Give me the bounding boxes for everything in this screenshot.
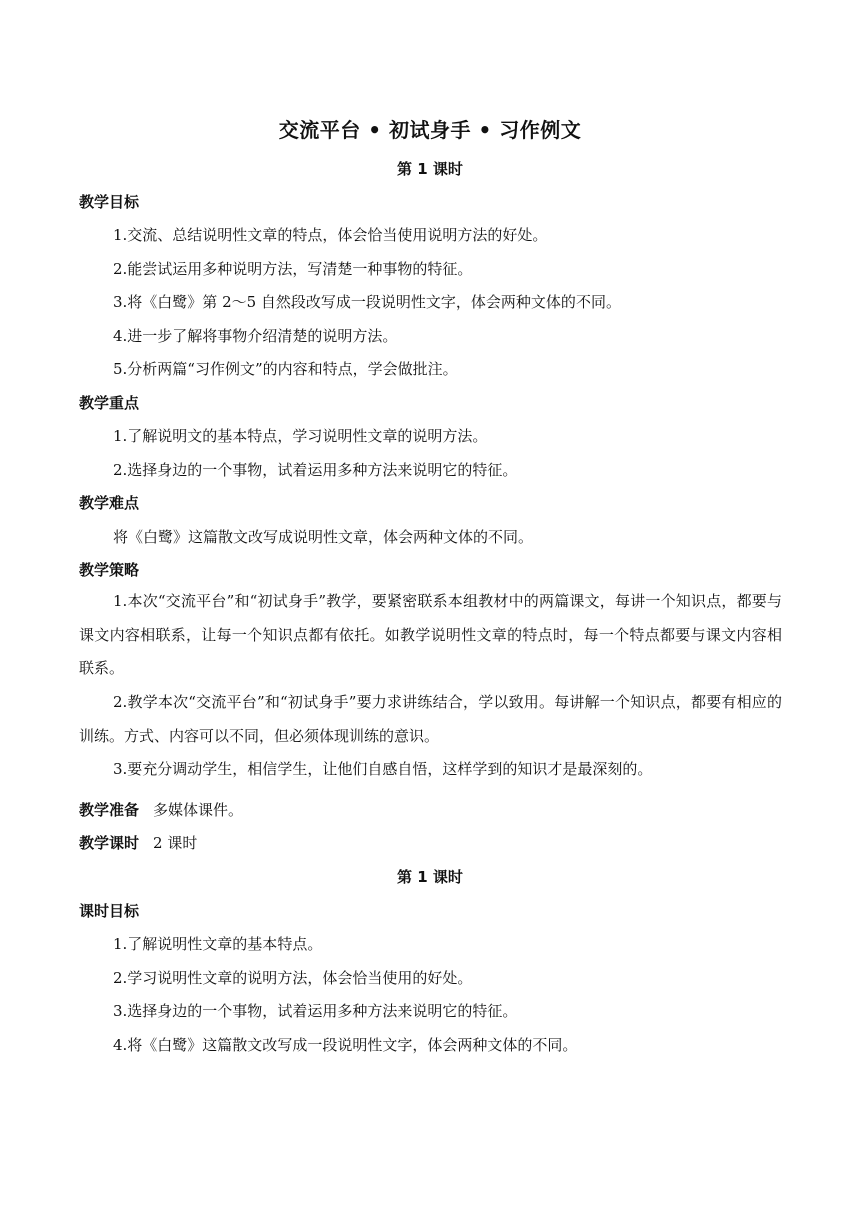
periods-row bbox=[79, 832, 197, 853]
lesson-goal-item: 1.了解说明性文章的基本特点。 bbox=[113, 935, 323, 953]
lesson-goal-item: 2.学习说明性文章的说明方法，体会恰当使用的好处。 bbox=[113, 969, 473, 987]
strategy-paragraph: 2.教学本次“交流平台”和“初试身手”要力求讲练结合，学以致用。每讲解一个知识点，都要有相应的训练。方式、内容可以不同，但必须体现训练的意识。 bbox=[79, 693, 782, 745]
goal-item: 2.能尝试运用多种说明方法，写清楚一种事物的特征。 bbox=[113, 260, 473, 278]
goal-item: 4.进一步了解将事物介绍清楚的说明方法。 bbox=[113, 327, 398, 345]
section-heading-difficulty: 教学难点 bbox=[79, 494, 140, 512]
periods-value: 2 课时 bbox=[153, 834, 198, 852]
difficulty-text: 将《白鹭》这篇散文改写成说明性文章，体会两种文体的不同。 bbox=[113, 528, 534, 546]
section-heading-strategy: 教学策略 bbox=[79, 561, 140, 579]
preparation-label: 教学准备 bbox=[79, 801, 140, 819]
strategy-paragraph: 3.要充分调动学生，相信学生，让他们自感自悟，这样学到的知识才是最深刻的。 bbox=[113, 760, 653, 778]
lesson-heading: 第 1 课时 bbox=[397, 868, 463, 886]
preparation-row bbox=[79, 799, 243, 820]
section-heading-key-points: 教学重点 bbox=[79, 394, 140, 412]
goal-item: 5.分析两篇“习作例文”的内容和特点，学会做批注。 bbox=[113, 360, 458, 378]
lesson-goal-item: 3.选择身边的一个事物，试着运用多种方法来说明它的特征。 bbox=[113, 1002, 518, 1020]
document-title: 交流平台 • 初试身手 • 习作例文 bbox=[278, 118, 582, 142]
goal-item: 1.交流、总结说明性文章的特点，体会恰当使用说明方法的好处。 bbox=[113, 226, 548, 244]
lesson-goal-item: 4.将《白鹭》这篇散文改写成一段说明性文字，体会两种文体的不同。 bbox=[113, 1036, 578, 1054]
goal-item: 3.将《白鹭》第 2～5 自然段改写成一段说明性文字，体会两种文体的不同。 bbox=[113, 293, 621, 311]
section-heading-lesson-goals: 课时目标 bbox=[79, 902, 140, 920]
key-point-item: 1.了解说明文的基本特点，学习说明性文章的说明方法。 bbox=[113, 427, 488, 445]
key-point-item: 2.选择身边的一个事物，试着运用多种方法来说明它的特征。 bbox=[113, 461, 518, 479]
lesson-heading: 第 1 课时 bbox=[397, 160, 463, 178]
strategy-paragraph: 1.本次“交流平台”和“初试身手”教学，要紧密联系本组教材中的两篇课文，每讲一个知识点，都要与课文内容相联系，让每一个知识点都有依托。如教学说明性文章的特点时，每一个特点都要与课文内容相联系。 bbox=[79, 592, 782, 677]
periods-label: 教学课时 bbox=[79, 834, 140, 852]
section-heading-goals: 教学目标 bbox=[79, 193, 140, 211]
preparation-value: 多媒体课件。 bbox=[153, 801, 244, 819]
